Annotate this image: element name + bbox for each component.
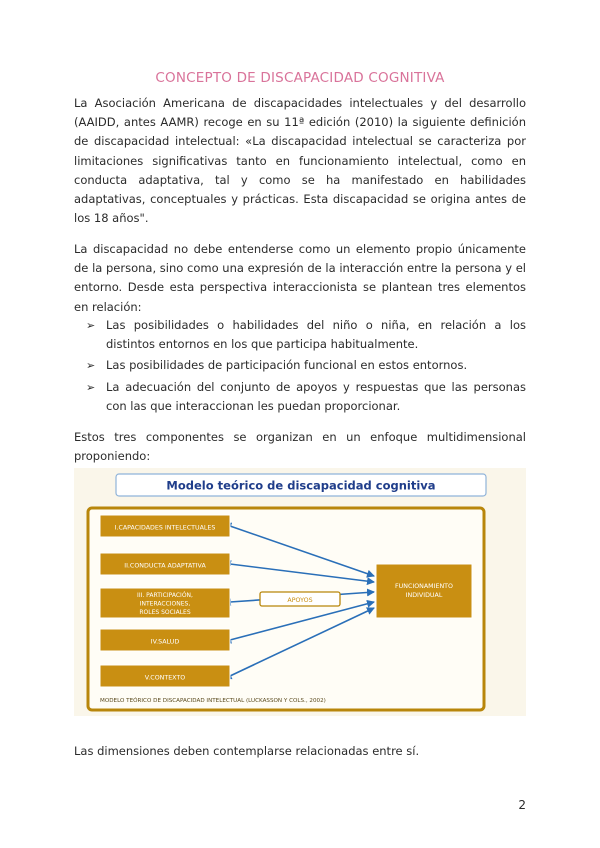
dimension-label: V.CONTEXTO	[144, 674, 186, 682]
list-item-text: La adecuación del conjunto de apoyos y respuestas que las personas con las que interaccionan les puedan proporcionar.	[106, 379, 526, 413]
definition-paragraph: La Asociación Americana de discapacidades intelectuales y del desarrollo (AAIDD, antes AAMR) recoge en su 11ª edición (2010) la siguiente definición de discapacidad intelectual: «La discapacidad intelectual se caracteriza por limitaciones significativas tanto en funcionamiento intelectual, como en conducta adaptativa, tal y como se ha manifestado en habilidades adaptativas, conceptuales y prácticas. Esta discapacidad se origina antes de los 18 años".	[74, 96, 526, 226]
closing-paragraph: Las dimensiones deben contemplarse relacionadas entre sí.	[74, 744, 420, 758]
elements-list	[86, 316, 526, 418]
apoyos-label: APOYOS	[287, 597, 313, 604]
arrow-bullet-icon: ➢	[86, 319, 96, 332]
interaction-paragraph: La discapacidad no debe entenderse como un elemento propio únicamente de la persona, sino como una expresión de la interacción entre la persona y el entorno. Desde esta perspectiva interaccionista se plantean tres elementos en relación:	[74, 242, 526, 314]
dimension-label: I.CAPACIDADES INTELECTUALES	[114, 524, 216, 532]
list-item	[86, 316, 526, 354]
list-item-text: Las posibilidades o habilidades del niño o niña, en relación a los distintos entornos en los que participa habitualmente.	[106, 318, 526, 352]
dimension-label: III. PARTICIPACIÓN,	[137, 592, 193, 599]
funcionamiento-label: FUNCIONAMIENTO	[395, 583, 453, 590]
components-paragraph: Estos tres componentes se organizan en un enfoque multidimensional proponiendo:	[74, 430, 526, 464]
diagram-title: Modelo teórico de discapacidad cognitiva	[166, 478, 436, 493]
model-diagram	[74, 468, 526, 716]
list-item	[86, 356, 526, 375]
dimension-label: ROLES SOCIALES	[139, 609, 191, 616]
dimension-participacion	[100, 588, 230, 618]
dimension-conducta	[100, 553, 230, 575]
list-item	[86, 378, 526, 416]
model-diagram-svg	[74, 468, 526, 716]
page-title: CONCEPTO DE DISCAPACIDAD COGNITIVA	[155, 70, 445, 86]
funcionamiento-box	[376, 564, 472, 618]
arrow-bullet-icon: ➢	[86, 359, 96, 373]
dimension-salud	[100, 629, 230, 651]
dimension-capacidades	[100, 515, 230, 537]
dimension-label: II.CONDUCTA ADAPTATIVA	[124, 562, 206, 570]
dimension-label: INTERACCIONES,	[139, 600, 191, 608]
individual-label: INDIVIDUAL	[405, 592, 443, 599]
dimension-contexto	[100, 665, 230, 687]
apoyos-box	[260, 592, 340, 606]
list-item-text: Las posibilidades de participación funcional en estos entornos.	[106, 358, 468, 373]
page-number: 2	[518, 798, 526, 812]
arrow-bullet-icon: ➢	[86, 380, 96, 394]
diagram-caption: MODELO TEÓRICO DE DISCAPACIDAD INTELECTUAL (LUCKASSON Y COLS., 2002)	[100, 698, 326, 704]
dimension-label: IV.SALUD	[150, 638, 180, 646]
